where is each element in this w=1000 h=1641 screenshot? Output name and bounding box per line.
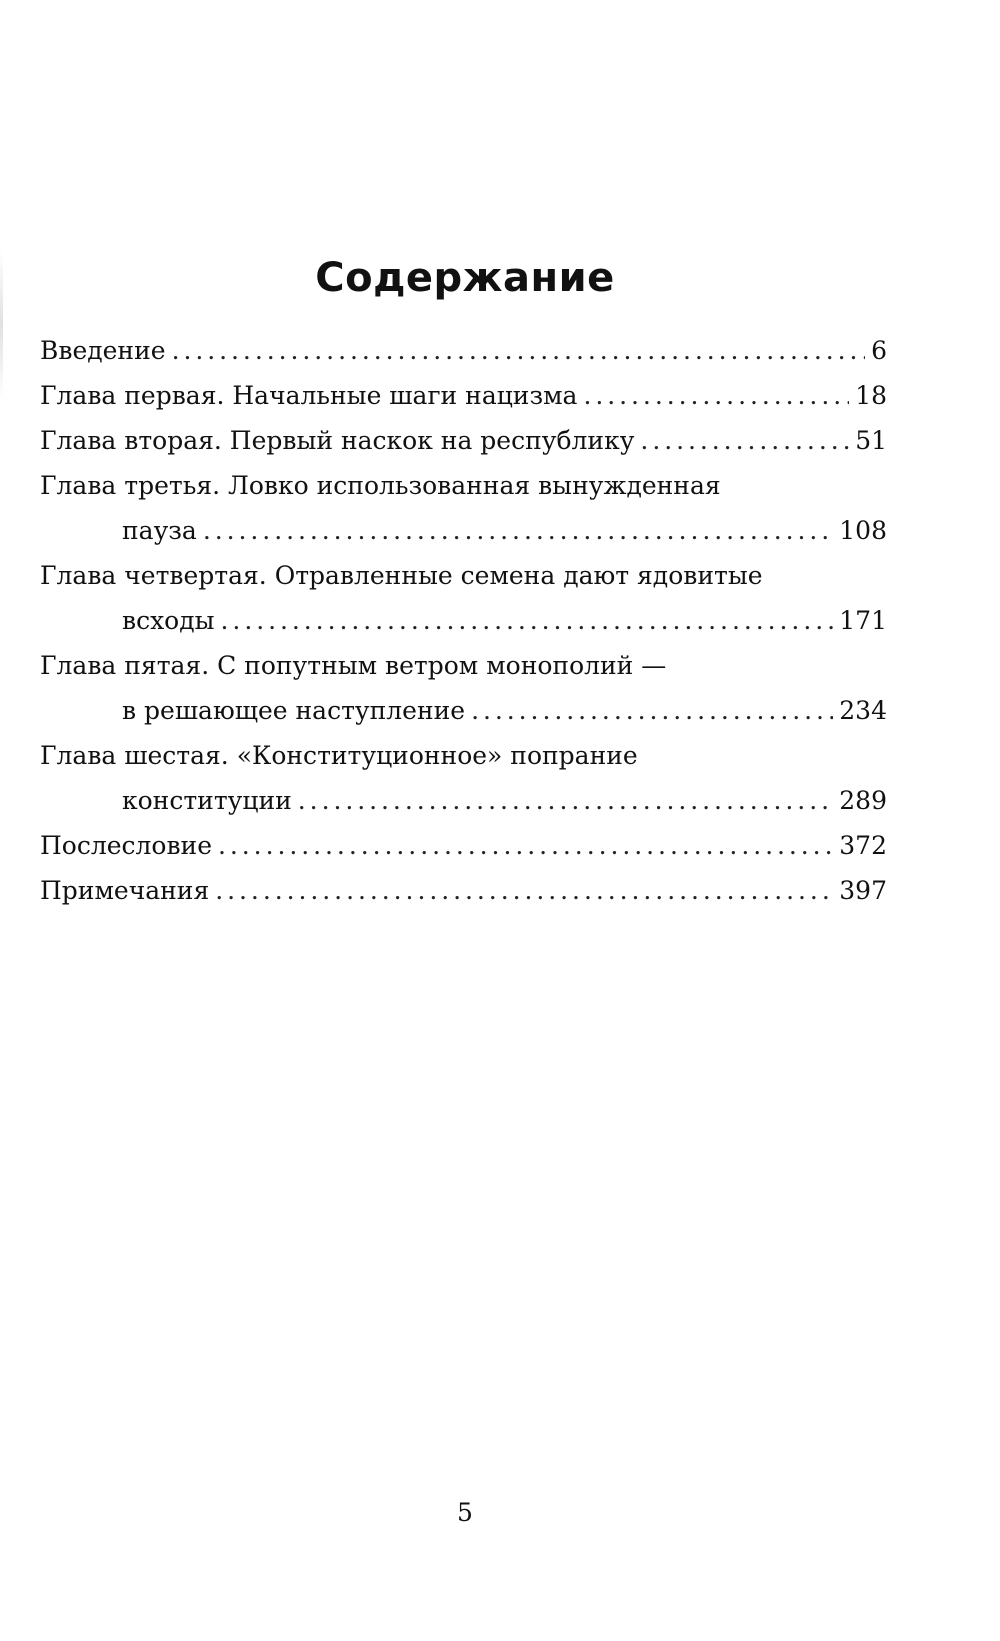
- toc-entry-label: Глава пятая. С попутным ветром монополий —: [40, 651, 667, 680]
- toc-entry-continuation[interactable]: [40, 598, 887, 643]
- toc-entry-heading[interactable]: [40, 553, 887, 598]
- toc-entry-label: Послесловие: [40, 831, 212, 860]
- page-title: Содержание: [315, 254, 615, 301]
- toc-page-number: 397: [839, 876, 887, 905]
- dot-leader: [471, 688, 833, 733]
- toc-entry[interactable]: [40, 868, 887, 913]
- dot-leader: [172, 328, 866, 373]
- toc-page-number: 108: [839, 516, 887, 545]
- toc-entry-continuation[interactable]: [40, 508, 887, 553]
- toc-entry-heading[interactable]: [40, 733, 887, 778]
- toc-page-number: 51: [855, 426, 887, 455]
- toc-entry-label: Примечания: [40, 876, 210, 905]
- toc-entry[interactable]: [40, 328, 887, 373]
- toc-entry-continuation-label: в решающее наступление: [122, 696, 466, 725]
- toc-entry-label: Глава вторая. Первый наскок на республику: [40, 426, 635, 455]
- toc-entry-label: Глава первая. Начальные шаги нацизма: [40, 381, 578, 410]
- toc-entry-heading[interactable]: [40, 463, 887, 508]
- dot-leader: [215, 868, 833, 913]
- toc-entry-continuation-label: пауза: [122, 516, 197, 545]
- toc-entry-continuation-label: конституции: [122, 786, 292, 815]
- toc-entry-label: Глава третья. Ловко использованная вынужденная: [40, 471, 721, 500]
- toc-entry-heading[interactable]: [40, 643, 887, 688]
- dot-leader: [298, 778, 834, 823]
- toc-page-number: 171: [839, 606, 887, 635]
- toc-entry[interactable]: [40, 823, 887, 868]
- dot-leader: [583, 373, 849, 418]
- toc-page-number: 18: [855, 381, 887, 410]
- dot-leader: [203, 508, 833, 553]
- dot-leader: [218, 823, 833, 868]
- toc-entry[interactable]: [40, 418, 887, 463]
- toc-entry[interactable]: [40, 373, 887, 418]
- toc-entry-continuation[interactable]: [40, 778, 887, 823]
- dot-leader: [221, 598, 834, 643]
- toc-entry-continuation[interactable]: [40, 688, 887, 733]
- toc-page-number: 234: [839, 696, 887, 725]
- toc-entry-label: Глава четвертая. Отравленные семена дают ядовитые: [40, 561, 763, 590]
- toc-page-number: 289: [839, 786, 887, 815]
- dot-leader: [640, 418, 849, 463]
- page-number: 5: [457, 1498, 473, 1527]
- toc-page-number: 6: [871, 336, 887, 365]
- toc-entry-continuation-label: всходы: [122, 606, 215, 635]
- table-of-contents: [40, 328, 887, 913]
- toc-entry-label: Введение: [40, 336, 166, 365]
- toc-page-number: 372: [839, 831, 887, 860]
- toc-entry-label: Глава шестая. «Конституционное» попрание: [40, 741, 638, 770]
